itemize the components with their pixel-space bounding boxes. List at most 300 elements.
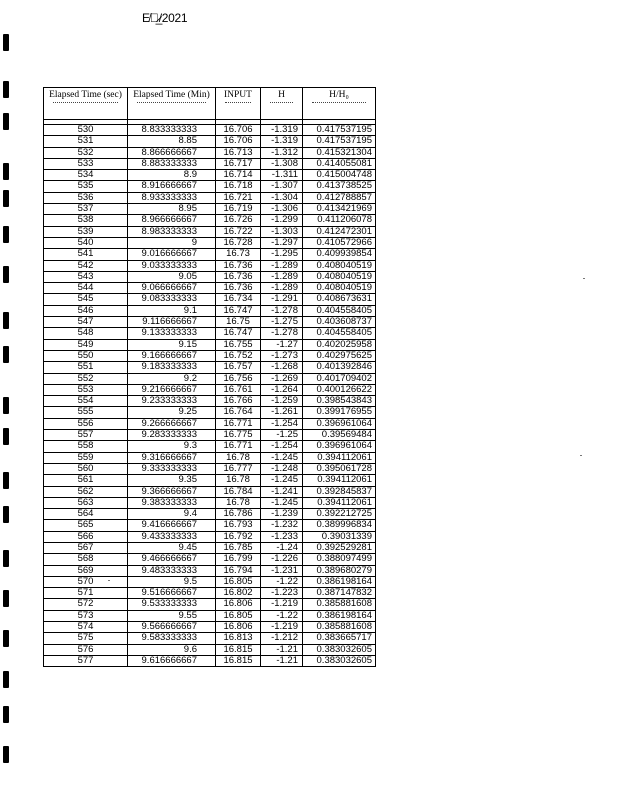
cell-input: 16.757 — [216, 362, 261, 373]
table-row — [44, 192, 376, 203]
cell-elapsed-sec: 566 — [44, 531, 128, 542]
cell-elapsed-sec: 576 — [44, 644, 128, 655]
cell-elapsed-min: 9.116666667 — [128, 317, 216, 328]
cell-h-ratio: 0.401392846 — [303, 362, 376, 373]
cell-input: 16.713 — [216, 147, 261, 158]
cell-h: -1.239 — [261, 509, 303, 520]
cell-input: 16.764 — [216, 407, 261, 418]
cell-elapsed-sec: 563 — [44, 497, 128, 508]
cell-h: -1.307 — [261, 181, 303, 192]
cell-elapsed-min: 9.583333333 — [128, 633, 216, 644]
cell-elapsed-min: 8.916666667 — [128, 181, 216, 192]
cell-h: -1.268 — [261, 362, 303, 373]
table-row — [44, 226, 376, 237]
cell-elapsed-min: 9.033333333 — [128, 260, 216, 271]
cell-elapsed-min: 9.4 — [128, 509, 216, 520]
cell-elapsed-min: 8.95 — [128, 204, 216, 215]
cell-elapsed-min: 9.45 — [128, 542, 216, 553]
cell-input: 16.794 — [216, 565, 261, 576]
cell-h-ratio: 0.383032605 — [303, 644, 376, 655]
cell-h: -1.245 — [261, 452, 303, 463]
cell-h-ratio: 0.413421969 — [303, 204, 376, 215]
cell-input: 16.717 — [216, 158, 261, 169]
cell-h: -1.295 — [261, 249, 303, 260]
cell-input: 16.792 — [216, 531, 261, 542]
cell-h-ratio: 0.414055081 — [303, 158, 376, 169]
cell-elapsed-min: 9.533333333 — [128, 599, 216, 610]
cell-input: 16.785 — [216, 542, 261, 553]
cell-elapsed-min: 9.433333333 — [128, 531, 216, 542]
cell-input: 16.756 — [216, 373, 261, 384]
cell-elapsed-sec: 547 — [44, 317, 128, 328]
cell-h-ratio: 0.394112061 — [303, 452, 376, 463]
cell-h: -1.308 — [261, 158, 303, 169]
cell-elapsed-sec: 564 — [44, 509, 128, 520]
table-row — [44, 407, 376, 418]
binder-hole — [3, 472, 9, 489]
cell-elapsed-sec: 530 — [44, 125, 128, 136]
binder-hole — [3, 346, 9, 363]
cell-h-ratio: 0.413738525 — [303, 181, 376, 192]
table-row — [44, 644, 376, 655]
cell-elapsed-min: 9.316666667 — [128, 452, 216, 463]
cell-input: 16.799 — [216, 554, 261, 565]
binder-hole — [3, 312, 9, 329]
cell-h-ratio: 0.417537195 — [303, 125, 376, 136]
cell-elapsed-min: 9.333333333 — [128, 463, 216, 474]
cell-h-ratio: 0.392212725 — [303, 509, 376, 520]
cell-elapsed-min: 8.9 — [128, 170, 216, 181]
cell-elapsed-sec: 562 — [44, 486, 128, 497]
cell-elapsed-sec: 567 — [44, 542, 128, 553]
table-row — [44, 452, 376, 463]
cell-h-ratio: 0.386198164 — [303, 610, 376, 621]
cell-h-ratio: 0.395061728 — [303, 463, 376, 474]
cell-h-ratio: 0.412472301 — [303, 226, 376, 237]
cell-h: -1.219 — [261, 622, 303, 633]
table-row — [44, 294, 376, 305]
binder-hole — [3, 671, 9, 688]
column-header-input: INPUT — [216, 88, 261, 120]
cell-h-ratio: 0.385881608 — [303, 622, 376, 633]
cell-input: 16.73 — [216, 249, 261, 260]
cell-h: -1.245 — [261, 497, 303, 508]
binder-hole — [3, 113, 9, 130]
cell-h-ratio: 0.404558405 — [303, 305, 376, 316]
cell-h-ratio: 0.396961064 — [303, 441, 376, 452]
binder-hole — [3, 428, 9, 445]
binder-hole — [3, 397, 9, 414]
table-row — [44, 610, 376, 621]
cell-elapsed-min: 9 — [128, 237, 216, 248]
cell-elapsed-min: 8.85 — [128, 136, 216, 147]
cell-h: -1.304 — [261, 192, 303, 203]
table-header — [44, 88, 376, 120]
cell-input: 16.806 — [216, 599, 261, 610]
cell-elapsed-min: 9.383333333 — [128, 497, 216, 508]
binder-hole — [3, 163, 9, 180]
cell-input: 16.728 — [216, 237, 261, 248]
table-row — [44, 576, 376, 587]
cell-elapsed-sec: 538 — [44, 215, 128, 226]
cell-h-ratio: 0.385881608 — [303, 599, 376, 610]
cell-elapsed-min: 9.183333333 — [128, 362, 216, 373]
cell-h: -1.273 — [261, 350, 303, 361]
cell-input: 16.718 — [216, 181, 261, 192]
cell-input: 16.802 — [216, 588, 261, 599]
cell-h: -1.241 — [261, 486, 303, 497]
cell-elapsed-min: 9.566666667 — [128, 622, 216, 633]
cell-elapsed-sec: 561 — [44, 475, 128, 486]
table-row — [44, 497, 376, 508]
table-row — [44, 396, 376, 407]
cell-input: 16.793 — [216, 520, 261, 531]
cell-h-ratio: 0.392845837 — [303, 486, 376, 497]
cell-elapsed-min: 8.833333333 — [128, 125, 216, 136]
cell-elapsed-min: 8.883333333 — [128, 158, 216, 169]
table-row — [44, 633, 376, 644]
cell-h-ratio: 0.398543843 — [303, 396, 376, 407]
cell-elapsed-sec: 570 — [44, 576, 128, 587]
table-row — [44, 181, 376, 192]
cell-elapsed-sec: 552 — [44, 373, 128, 384]
table-row — [44, 305, 376, 316]
cell-elapsed-sec: 541 — [44, 249, 128, 260]
table-row — [44, 317, 376, 328]
cell-h: -1.259 — [261, 396, 303, 407]
cell-h: -1.306 — [261, 204, 303, 215]
cell-elapsed-sec: 557 — [44, 430, 128, 441]
cell-h-ratio: 0.415004748 — [303, 170, 376, 181]
table-row — [44, 328, 376, 339]
cell-input: 16.815 — [216, 655, 261, 666]
cell-input: 16.721 — [216, 192, 261, 203]
cell-input: 16.714 — [216, 170, 261, 181]
cell-h: -1.254 — [261, 441, 303, 452]
cell-input: 16.813 — [216, 633, 261, 644]
binder-hole — [3, 550, 9, 567]
cell-elapsed-sec: 558 — [44, 441, 128, 452]
table-row — [44, 249, 376, 260]
table-row — [44, 373, 376, 384]
cell-h: -1.264 — [261, 384, 303, 395]
cell-input: 16.784 — [216, 486, 261, 497]
binder-hole — [3, 630, 9, 647]
cell-elapsed-sec: 539 — [44, 226, 128, 237]
cell-h: -1.21 — [261, 644, 303, 655]
cell-elapsed-sec: 544 — [44, 283, 128, 294]
cell-h: -1.22 — [261, 576, 303, 587]
cell-h: -1.297 — [261, 237, 303, 248]
binder-hole — [3, 590, 9, 607]
cell-input: 16.78 — [216, 475, 261, 486]
cell-input: 16.736 — [216, 260, 261, 271]
cell-h-ratio: 0.402975625 — [303, 350, 376, 361]
cell-elapsed-sec: 550 — [44, 350, 128, 361]
table-row — [44, 554, 376, 565]
cell-h-ratio: 0.417537195 — [303, 136, 376, 147]
table-row — [44, 125, 376, 136]
cell-input: 16.815 — [216, 644, 261, 655]
cell-input: 16.78 — [216, 497, 261, 508]
cell-h-ratio: 0.408040519 — [303, 260, 376, 271]
cell-h-ratio: 0.387147832 — [303, 588, 376, 599]
table-row — [44, 384, 376, 395]
cell-h: -1.269 — [261, 373, 303, 384]
cell-input: 16.805 — [216, 576, 261, 587]
table-body — [44, 120, 376, 667]
table-row — [44, 215, 376, 226]
cell-h: -1.278 — [261, 328, 303, 339]
cell-input: 16.719 — [216, 204, 261, 215]
table-row — [44, 622, 376, 633]
cell-elapsed-sec: 572 — [44, 599, 128, 610]
cell-input: 16.766 — [216, 396, 261, 407]
table-row — [44, 158, 376, 169]
cell-h-ratio: 0.399176955 — [303, 407, 376, 418]
cell-elapsed-min: 9.25 — [128, 407, 216, 418]
table-row — [44, 283, 376, 294]
cell-elapsed-sec: 559 — [44, 452, 128, 463]
cell-h-ratio: 0.410572966 — [303, 237, 376, 248]
table-row — [44, 509, 376, 520]
cell-h-ratio: 0.389680279 — [303, 565, 376, 576]
cell-elapsed-min: 9.416666667 — [128, 520, 216, 531]
table-row — [44, 170, 376, 181]
cell-h-ratio: 0.396961064 — [303, 418, 376, 429]
cell-h: -1.233 — [261, 531, 303, 542]
binder-hole — [3, 746, 9, 763]
cell-h: -1.278 — [261, 305, 303, 316]
table-row — [44, 565, 376, 576]
binder-hole — [3, 506, 9, 523]
cell-elapsed-min: 9.483333333 — [128, 565, 216, 576]
cell-elapsed-sec: 531 — [44, 136, 128, 147]
cell-elapsed-sec: 533 — [44, 158, 128, 169]
cell-h: -1.311 — [261, 170, 303, 181]
cell-elapsed-min: 9.083333333 — [128, 294, 216, 305]
cell-h: -1.291 — [261, 294, 303, 305]
cell-elapsed-sec: 549 — [44, 339, 128, 350]
table-row — [44, 655, 376, 666]
cell-h: -1.289 — [261, 260, 303, 271]
cell-elapsed-sec: 545 — [44, 294, 128, 305]
cell-input: 16.786 — [216, 509, 261, 520]
cell-input: 16.734 — [216, 294, 261, 305]
cell-input: 16.747 — [216, 305, 261, 316]
cell-h: -1.223 — [261, 588, 303, 599]
column-header-elapsed-sec: Elapsed Time (sec) — [44, 88, 128, 120]
cell-h: -1.245 — [261, 475, 303, 486]
cell-h: -1.261 — [261, 407, 303, 418]
cell-elapsed-min: 9.1 — [128, 305, 216, 316]
cell-input: 16.806 — [216, 622, 261, 633]
cell-elapsed-min: 9.3 — [128, 441, 216, 452]
cell-h: -1.231 — [261, 565, 303, 576]
cell-h: -1.289 — [261, 271, 303, 282]
table-row — [44, 531, 376, 542]
cell-h-ratio: 0.394112061 — [303, 475, 376, 486]
cell-input: 16.747 — [216, 328, 261, 339]
cell-input: 16.736 — [216, 283, 261, 294]
cell-elapsed-sec: 542 — [44, 260, 128, 271]
cell-elapsed-min: 9.016666667 — [128, 249, 216, 260]
column-header-elapsed-min: Elapsed Time (Min) — [128, 88, 216, 120]
cell-elapsed-sec: 573 — [44, 610, 128, 621]
cell-elapsed-min: 9.283333333 — [128, 430, 216, 441]
cell-h: -1.289 — [261, 283, 303, 294]
cell-h-ratio: 0.409939854 — [303, 249, 376, 260]
cell-elapsed-sec: 551 — [44, 362, 128, 373]
cell-elapsed-sec: 560 — [44, 463, 128, 474]
cell-elapsed-sec: 575 — [44, 633, 128, 644]
cell-h-ratio: 0.412788857 — [303, 192, 376, 203]
cell-h-ratio: 0.39031339 — [303, 531, 376, 542]
table-row — [44, 271, 376, 282]
cell-elapsed-min: 9.05 — [128, 271, 216, 282]
cell-elapsed-min: 9.35 — [128, 475, 216, 486]
cell-h: -1.299 — [261, 215, 303, 226]
scan-speck — [583, 278, 585, 279]
cell-h-ratio: 0.383032605 — [303, 655, 376, 666]
cell-elapsed-min: 9.266666667 — [128, 418, 216, 429]
cell-input: 16.805 — [216, 610, 261, 621]
column-header-h-ratio: H/H₀ — [303, 88, 376, 120]
cell-h: -1.303 — [261, 226, 303, 237]
table-row — [44, 599, 376, 610]
cell-elapsed-min: 9.133333333 — [128, 328, 216, 339]
cell-h: -1.312 — [261, 147, 303, 158]
cell-input: 16.777 — [216, 463, 261, 474]
cell-input: 16.736 — [216, 271, 261, 282]
cell-input: 16.755 — [216, 339, 261, 350]
cell-elapsed-min: 9.2 — [128, 373, 216, 384]
cell-input: 16.752 — [216, 350, 261, 361]
cell-input: 16.771 — [216, 418, 261, 429]
cell-elapsed-sec: 540 — [44, 237, 128, 248]
cell-elapsed-min: 9.516666667 — [128, 588, 216, 599]
cell-elapsed-min: 9.366666667 — [128, 486, 216, 497]
cell-h-ratio: 0.392529281 — [303, 542, 376, 553]
cell-elapsed-sec: 569 — [44, 565, 128, 576]
cell-h-ratio: 0.386198164 — [303, 576, 376, 587]
cell-h-ratio: 0.388097499 — [303, 554, 376, 565]
cell-elapsed-sec: 532 — [44, 147, 128, 158]
cell-elapsed-sec: 574 — [44, 622, 128, 633]
table-row — [44, 418, 376, 429]
table-row — [44, 588, 376, 599]
cell-elapsed-sec: 553 — [44, 384, 128, 395]
cell-elapsed-min: 8.866666667 — [128, 147, 216, 158]
table-row — [44, 147, 376, 158]
table-row — [44, 486, 376, 497]
cell-h: -1.21 — [261, 655, 303, 666]
cell-h-ratio: 0.394112061 — [303, 497, 376, 508]
cell-h: -1.275 — [261, 317, 303, 328]
table-row — [44, 237, 376, 248]
cell-elapsed-min: 8.983333333 — [128, 226, 216, 237]
document-header-stamp: E̸⃥̷̲/2021 — [142, 11, 188, 25]
cell-input: 16.78 — [216, 452, 261, 463]
cell-elapsed-min: 9.15 — [128, 339, 216, 350]
cell-h: -1.22 — [261, 610, 303, 621]
cell-h-ratio: 0.408673631 — [303, 294, 376, 305]
cell-elapsed-sec: 537 — [44, 204, 128, 215]
cell-h: -1.319 — [261, 136, 303, 147]
cell-elapsed-min: 9.066666667 — [128, 283, 216, 294]
cell-elapsed-sec: 556 — [44, 418, 128, 429]
binder-hole — [3, 34, 9, 51]
cell-elapsed-sec: 546 — [44, 305, 128, 316]
cell-elapsed-sec: 536 — [44, 192, 128, 203]
cell-h-ratio: 0.404558405 — [303, 328, 376, 339]
cell-input: 16.706 — [216, 136, 261, 147]
cell-h: -1.25 — [261, 430, 303, 441]
cell-elapsed-sec: 555 — [44, 407, 128, 418]
binder-hole — [3, 266, 9, 283]
binder-hole — [3, 706, 9, 723]
scan-speck — [580, 455, 582, 456]
binder-hole — [3, 226, 9, 243]
table-row — [44, 463, 376, 474]
cell-input: 16.775 — [216, 430, 261, 441]
cell-h-ratio: 0.401709402 — [303, 373, 376, 384]
cell-elapsed-sec: 571 — [44, 588, 128, 599]
cell-h-ratio: 0.403608737 — [303, 317, 376, 328]
table-row — [44, 204, 376, 215]
cell-h: -1.27 — [261, 339, 303, 350]
binder-hole-strip — [3, 30, 15, 790]
cell-h-ratio: 0.415321304 — [303, 147, 376, 158]
cell-h: -1.226 — [261, 554, 303, 565]
cell-elapsed-min: 9.55 — [128, 610, 216, 621]
cell-h-ratio: 0.408040519 — [303, 271, 376, 282]
cell-h: -1.212 — [261, 633, 303, 644]
cell-elapsed-sec: 565 — [44, 520, 128, 531]
elapsed-time-table — [43, 87, 376, 667]
cell-h-ratio: 0.383665717 — [303, 633, 376, 644]
cell-input: 16.771 — [216, 441, 261, 452]
cell-elapsed-min: 9.216666667 — [128, 384, 216, 395]
cell-elapsed-min: 9.466666667 — [128, 554, 216, 565]
cell-elapsed-sec: 534 — [44, 170, 128, 181]
cell-h: -1.248 — [261, 463, 303, 474]
cell-elapsed-sec: 548 — [44, 328, 128, 339]
table-row — [44, 350, 376, 361]
table-row — [44, 430, 376, 441]
cell-elapsed-sec: 535 — [44, 181, 128, 192]
cell-elapsed-min: 9.166666667 — [128, 350, 216, 361]
binder-hole — [3, 190, 9, 207]
cell-input: 16.75 — [216, 317, 261, 328]
cell-elapsed-min: 8.933333333 — [128, 192, 216, 203]
cell-h-ratio: 0.402025958 — [303, 339, 376, 350]
table-row — [44, 441, 376, 452]
cell-input: 16.761 — [216, 384, 261, 395]
cell-h: -1.219 — [261, 599, 303, 610]
cell-h: -1.319 — [261, 125, 303, 136]
cell-h-ratio: 0.400126622 — [303, 384, 376, 395]
table-row — [44, 260, 376, 271]
table-row — [44, 520, 376, 531]
table-row — [44, 542, 376, 553]
cell-h-ratio: 0.408040519 — [303, 283, 376, 294]
table-row — [44, 136, 376, 147]
cell-elapsed-min: 9.616666667 — [128, 655, 216, 666]
cell-h-ratio: 0.411206078 — [303, 215, 376, 226]
table-row — [44, 362, 376, 373]
cell-elapsed-sec: 568 — [44, 554, 128, 565]
